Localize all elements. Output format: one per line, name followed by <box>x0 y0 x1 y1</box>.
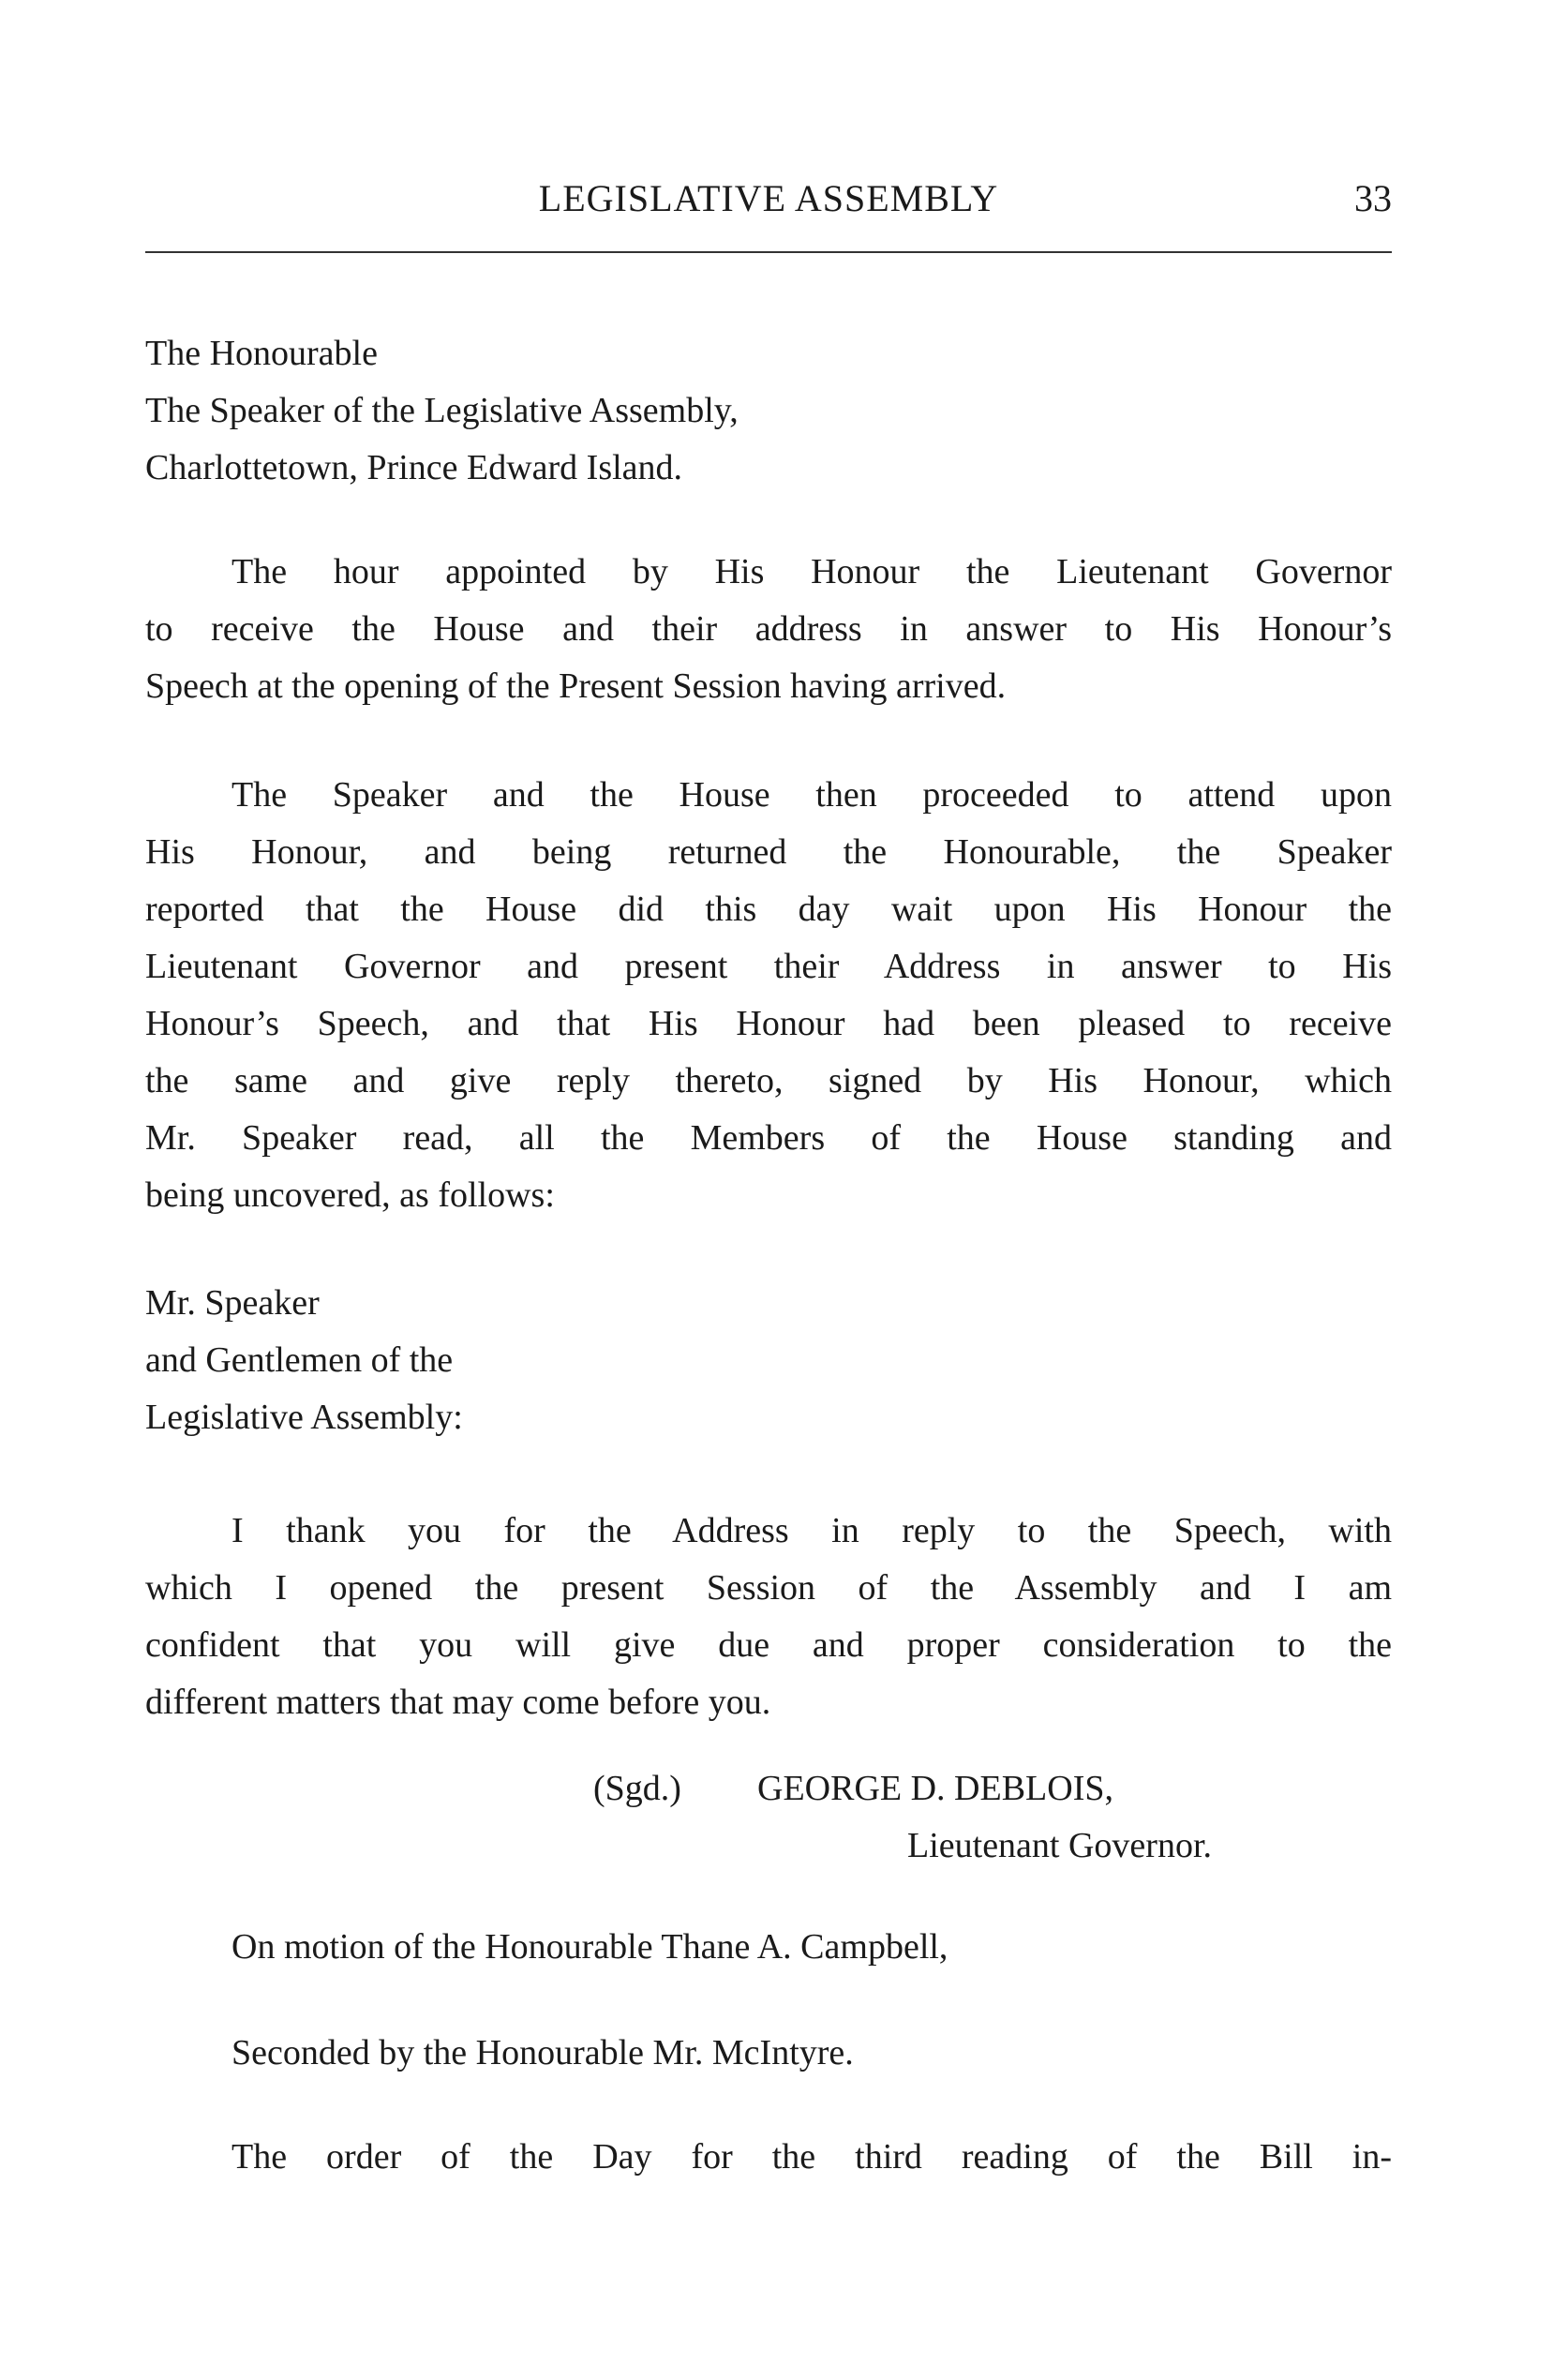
salutation-block <box>145 1275 1392 1446</box>
paragraph-line: Honour’s Speech, and that His Honour had been pleased to receive <box>145 1004 1392 1043</box>
paragraph-line: being uncovered, as follows: <box>145 1175 555 1215</box>
paragraph-line: which I opened the present Session of the Assembly and I am <box>145 1568 1392 1608</box>
salutation-line: Legislative Assembly: <box>145 1398 463 1437</box>
signed-marker: (Sgd.) <box>593 1769 681 1808</box>
paragraph-line: the same and give reply thereto, signed by His Honour, which <box>145 1061 1392 1100</box>
header-rule <box>145 251 1392 253</box>
paragraph-line: Seconded by the Honourable Mr. McIntyre. <box>231 2033 854 2072</box>
paragraph-line: reported that the House did this day wait upon His Honour the <box>145 890 1392 929</box>
running-title: LEGISLATIVE ASSEMBLY <box>538 177 999 219</box>
order-of-day-line <box>145 2129 1392 2186</box>
signatory-title: Lieutenant Governor. <box>907 1826 1213 1865</box>
paragraph-line: On motion of the Honourable Thane A. Campbell, <box>231 1927 948 1967</box>
paragraph-hour-appointed <box>145 544 1392 715</box>
motion-line <box>145 1919 1392 1976</box>
paragraph-governor-reply <box>145 1503 1392 1731</box>
page-number: 33 <box>1354 177 1392 219</box>
paragraph-speaker-report <box>145 767 1392 1224</box>
address-line: The Honourable <box>145 334 378 373</box>
paragraph-line: Speech at the opening of the Present Session having arrived. <box>145 666 1007 706</box>
salutation-line: and Gentlemen of the <box>145 1340 454 1380</box>
paragraph-line: I thank you for the Address in reply to the Speech, with <box>231 1511 1392 1550</box>
paragraph-line: Mr. Speaker read, all the Members of the House standing and <box>145 1118 1392 1158</box>
paragraph-line: The hour appointed by His Honour the Lieutenant Governor <box>231 552 1392 591</box>
paragraph-line: to receive the House and their address in answer to His Honour’s <box>145 609 1392 649</box>
paragraph-line: His Honour, and being returned the Honourable, the Speaker <box>145 832 1392 872</box>
salutation-line: Mr. Speaker <box>145 1283 320 1323</box>
seconded-line <box>145 2025 1392 2082</box>
paragraph-line: The Speaker and the House then proceeded to attend upon <box>231 775 1392 815</box>
paragraph-line: The order of the Day for the third reading of the Bill in- <box>231 2137 1392 2177</box>
signatory-name: GEORGE D. DEBLOIS, <box>757 1769 1113 1808</box>
page-header <box>145 176 1392 232</box>
paragraph-line: different matters that may come before you. <box>145 1683 771 1722</box>
address-line: The Speaker of the Legislative Assembly, <box>145 391 739 430</box>
address-block <box>145 325 1392 497</box>
paragraph-line: confident that you will give due and proper consideration to the <box>145 1625 1392 1665</box>
paragraph-line: Lieutenant Governor and present their Address in answer to His <box>145 947 1392 986</box>
address-line: Charlottetown, Prince Edward Island. <box>145 448 683 487</box>
